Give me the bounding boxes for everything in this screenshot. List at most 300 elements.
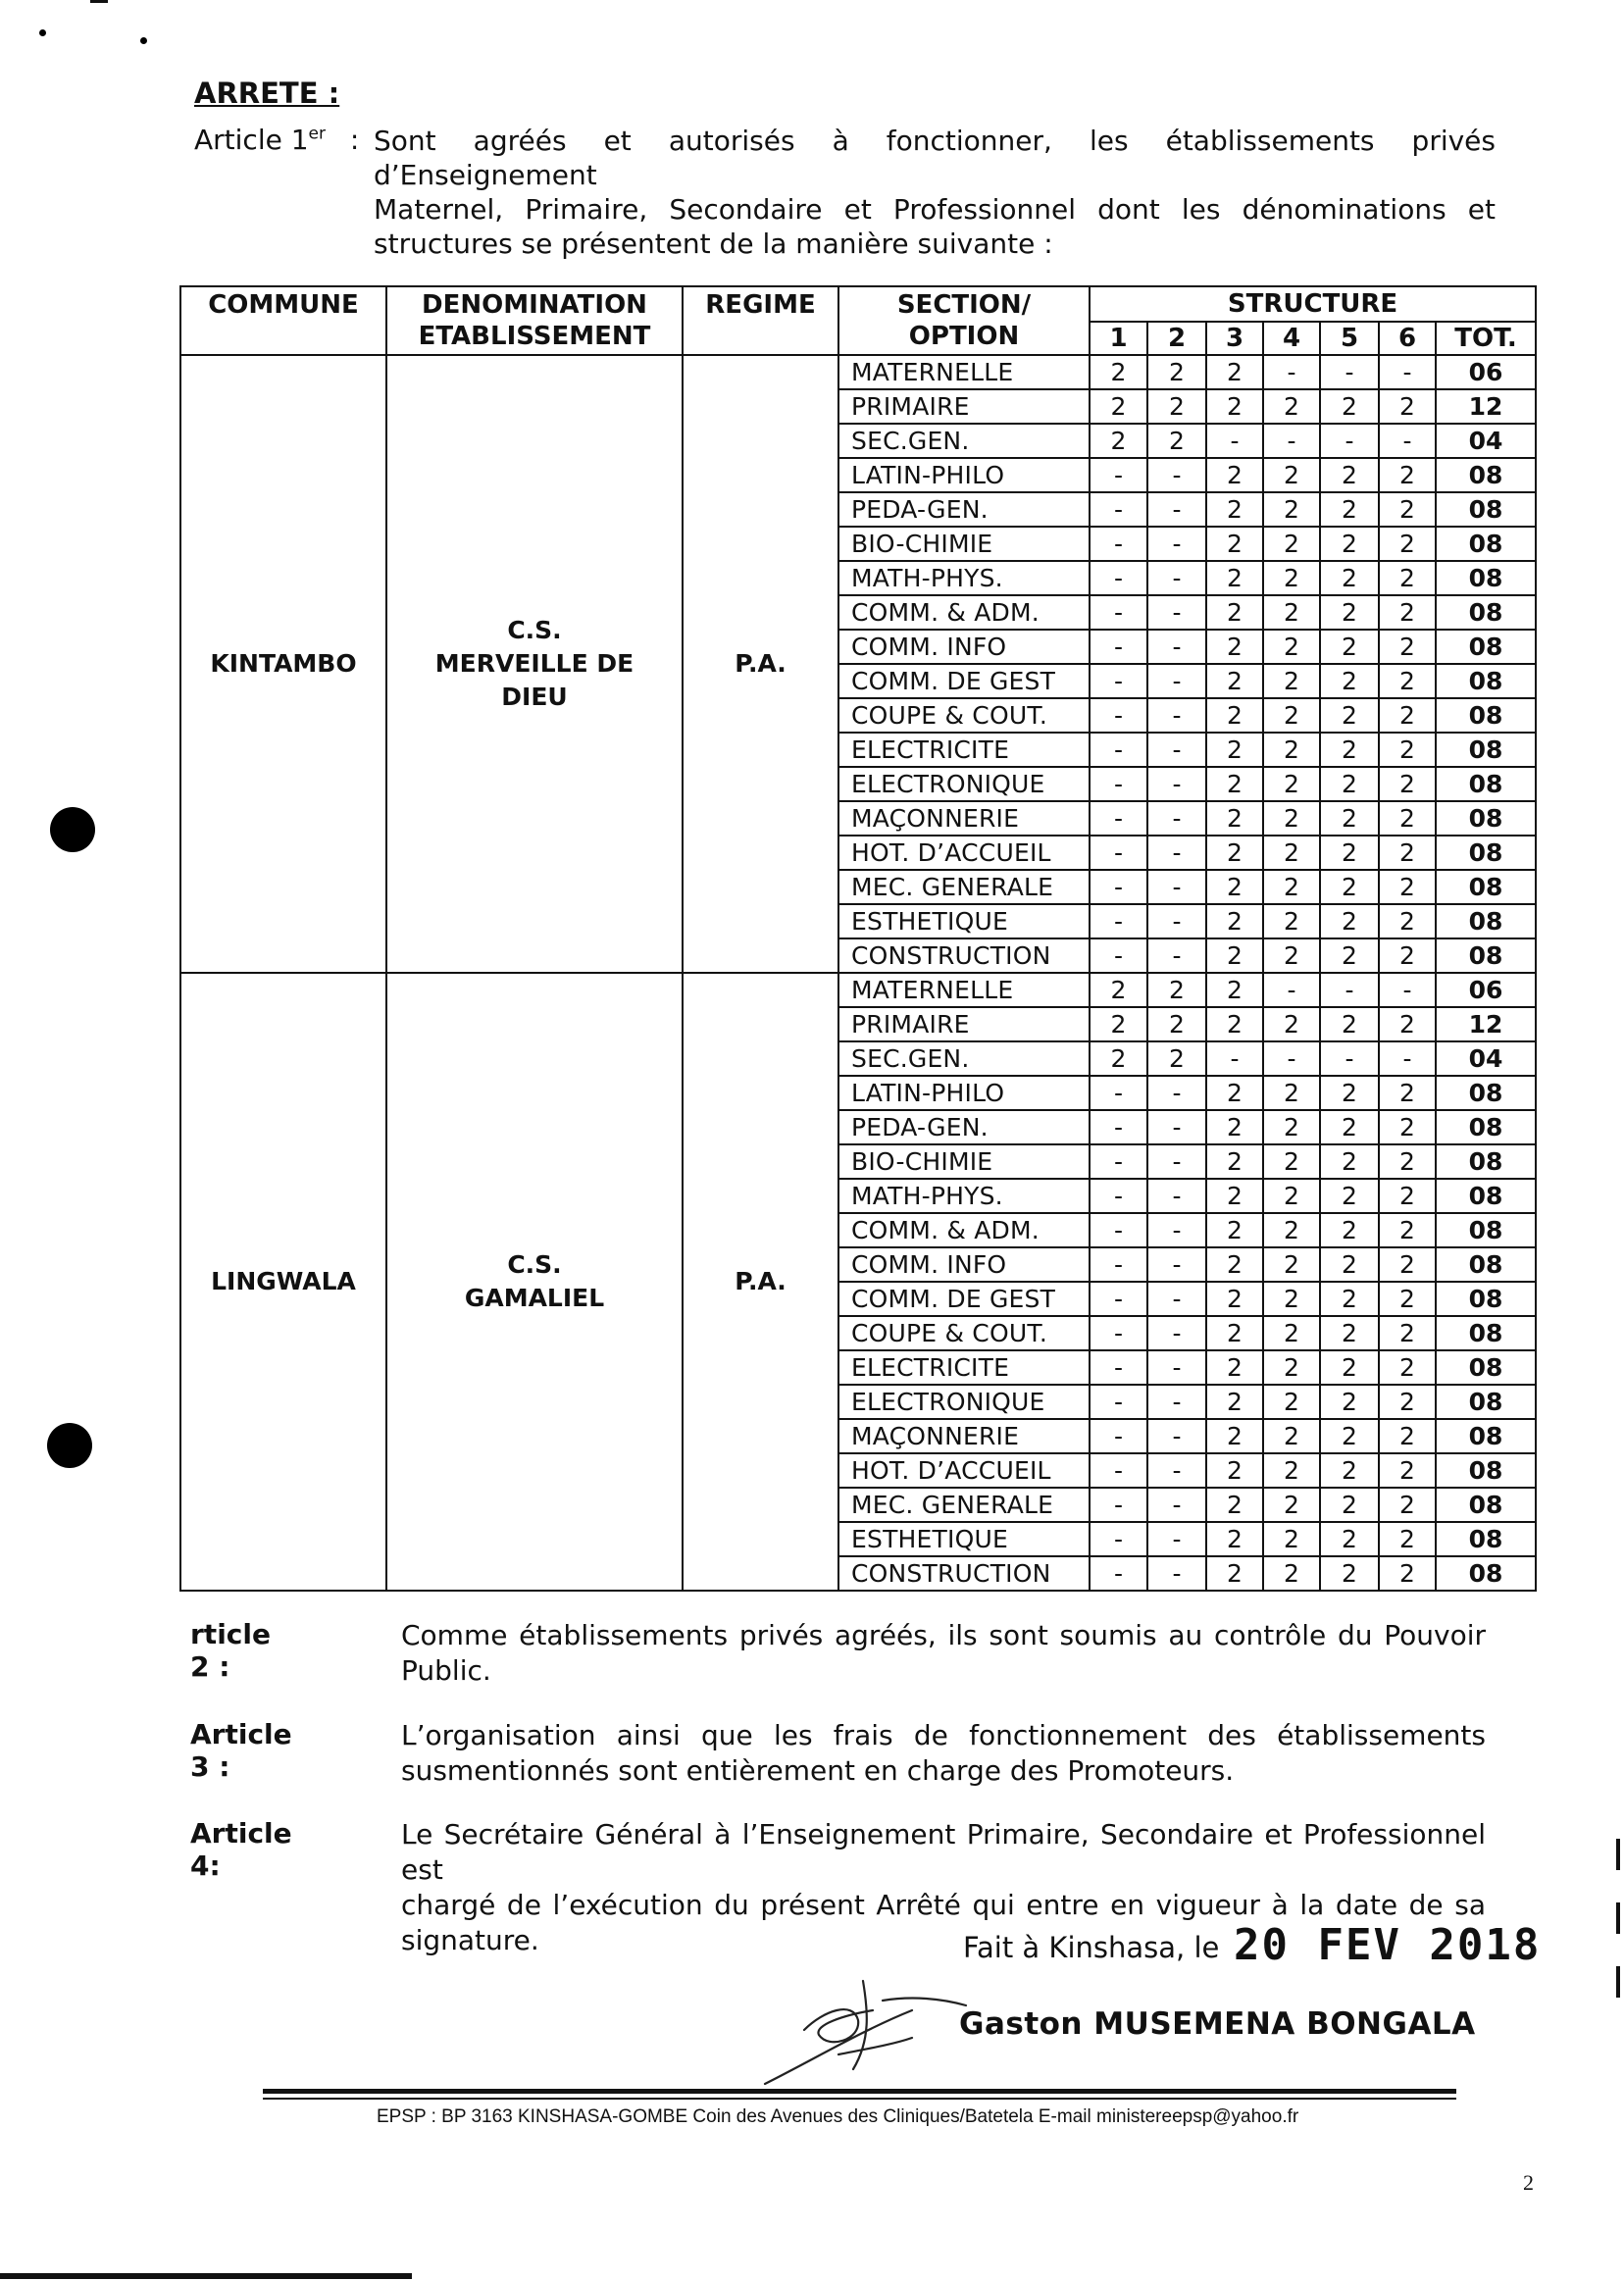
class-count-cell: -	[1147, 1282, 1206, 1316]
class-count-cell: 2	[1320, 1316, 1379, 1350]
class-count-cell: -	[1147, 492, 1206, 527]
article-4-line: chargé de l’exécution du présent Arrêté qui entre en vigueur à la date de sa	[401, 1889, 1486, 1921]
class-count-cell: -	[1147, 1179, 1206, 1213]
class-count-cell: 2	[1206, 1522, 1263, 1556]
class-count-cell: -	[1090, 1144, 1147, 1179]
option-cell: PEDA-GEN.	[838, 1110, 1090, 1144]
article-1-colon: :	[349, 124, 360, 156]
class-count-cell: 2	[1320, 1385, 1379, 1419]
class-count-cell: 2	[1379, 1350, 1436, 1385]
option-cell: MAÇONNERIE	[838, 1419, 1090, 1453]
class-count-cell: 2	[1263, 389, 1320, 424]
option-cell: ESTHETIQUE	[838, 904, 1090, 938]
total-cell: 08	[1436, 801, 1536, 836]
total-cell: 04	[1436, 1041, 1536, 1076]
table-row	[180, 355, 1536, 389]
class-count-cell: -	[1090, 767, 1147, 801]
option-cell: COMM. DE GEST	[838, 1282, 1090, 1316]
total-cell: 08	[1436, 870, 1536, 904]
total-cell: 08	[1436, 733, 1536, 767]
article-3-label: Article 3 :	[190, 1718, 292, 1783]
class-count-cell: -	[1090, 1076, 1147, 1110]
total-cell: 08	[1436, 904, 1536, 938]
class-count-cell: -	[1206, 1041, 1263, 1076]
option-cell: HOT. D’ACCUEIL	[838, 836, 1090, 870]
class-count-cell: 2	[1147, 355, 1206, 389]
option-cell: BIO-CHIMIE	[838, 527, 1090, 561]
total-cell: 06	[1436, 973, 1536, 1007]
option-cell: BIO-CHIMIE	[838, 1144, 1090, 1179]
class-count-cell: 2	[1379, 630, 1436, 664]
class-count-cell: -	[1147, 1522, 1206, 1556]
denomination-line: C.S.	[507, 1250, 562, 1279]
class-count-cell: -	[1090, 1453, 1147, 1488]
option-cell: LATIN-PHILO	[838, 458, 1090, 492]
place-of-signature: Fait à Kinshasa, le	[963, 1931, 1220, 1964]
class-count-cell: 2	[1263, 1076, 1320, 1110]
class-count-cell: 2	[1320, 458, 1379, 492]
option-cell: COMM. & ADM.	[838, 595, 1090, 630]
class-count-cell: 2	[1263, 1350, 1320, 1385]
class-count-cell: -	[1147, 1110, 1206, 1144]
total-cell: 08	[1436, 1213, 1536, 1247]
denomination-line: GAMALIEL	[464, 1284, 605, 1312]
scan-mark	[1616, 1839, 1620, 1870]
class-count-cell: 2	[1320, 1350, 1379, 1385]
option-cell: SEC.GEN.	[838, 424, 1090, 458]
class-count-cell: 2	[1379, 1522, 1436, 1556]
class-count-cell: 2	[1320, 1076, 1379, 1110]
class-count-cell: 2	[1206, 595, 1263, 630]
total-cell: 06	[1436, 355, 1536, 389]
option-cell: MATH-PHYS.	[838, 1179, 1090, 1213]
class-count-cell: 2	[1206, 664, 1263, 698]
class-count-cell: 2	[1206, 458, 1263, 492]
article-3-text	[401, 1718, 1486, 1789]
class-count-cell: 2	[1263, 938, 1320, 973]
option-cell: SEC.GEN.	[838, 1041, 1090, 1076]
scan-mark	[1616, 1902, 1620, 1934]
class-count-cell: 2	[1206, 1385, 1263, 1419]
class-count-cell: 2	[1379, 938, 1436, 973]
class-count-cell: 2	[1379, 1110, 1436, 1144]
scan-mark	[0, 2273, 412, 2279]
class-count-cell: 2	[1320, 1179, 1379, 1213]
class-count-cell: 2	[1379, 1007, 1436, 1041]
total-cell: 08	[1436, 1316, 1536, 1350]
decree-heading: ARRETE :	[194, 76, 340, 110]
class-count-cell: -	[1147, 1213, 1206, 1247]
class-count-cell: 2	[1320, 1556, 1379, 1591]
total-cell: 08	[1436, 458, 1536, 492]
class-count-cell: -	[1090, 698, 1147, 733]
total-cell: 08	[1436, 1419, 1536, 1453]
header-denomination-line1: DENOMINATION	[422, 290, 647, 320]
total-cell: 08	[1436, 1247, 1536, 1282]
article-1-line: Maternel, Primaire, Secondaire et Professionnel dont les dénominations et	[374, 193, 1496, 226]
class-count-cell: -	[1147, 698, 1206, 733]
class-count-cell: 2	[1263, 1247, 1320, 1282]
class-count-cell: -	[1147, 801, 1206, 836]
class-count-cell: 2	[1320, 1213, 1379, 1247]
total-cell: 08	[1436, 664, 1536, 698]
class-count-cell: 2	[1320, 1522, 1379, 1556]
class-count-cell: 2	[1263, 870, 1320, 904]
class-count-cell: -	[1263, 1041, 1320, 1076]
total-cell: 08	[1436, 1350, 1536, 1385]
article-1-line: structures se présentent de la manière suivante :	[374, 228, 1053, 260]
class-count-cell: -	[1090, 492, 1147, 527]
table-row	[180, 973, 1536, 1007]
class-count-cell: 2	[1263, 1179, 1320, 1213]
article-4-label: Article 4:	[190, 1817, 292, 1882]
class-count-cell: 2	[1206, 1419, 1263, 1453]
class-count-cell: 2	[1320, 630, 1379, 664]
class-count-cell: -	[1090, 1247, 1147, 1282]
class-count-cell: 2	[1263, 1556, 1320, 1591]
class-count-cell: -	[1147, 938, 1206, 973]
class-count-cell: -	[1147, 630, 1206, 664]
class-count-cell: 2	[1206, 492, 1263, 527]
class-count-cell: 2	[1320, 664, 1379, 698]
class-count-cell: -	[1090, 1350, 1147, 1385]
signature-scribble	[745, 1961, 981, 2099]
denomination-cell	[386, 355, 683, 973]
option-cell: HOT. D’ACCUEIL	[838, 1453, 1090, 1488]
option-cell: MATERNELLE	[838, 973, 1090, 1007]
total-cell: 08	[1436, 1522, 1536, 1556]
option-cell: ELECTRONIQUE	[838, 1385, 1090, 1419]
punch-hole	[47, 1423, 92, 1468]
class-count-cell: 2	[1206, 767, 1263, 801]
class-count-cell: -	[1090, 664, 1147, 698]
class-count-cell: 2	[1320, 1419, 1379, 1453]
header-denomination-line2: ETABLISSEMENT	[418, 322, 651, 351]
class-count-cell: 2	[1263, 595, 1320, 630]
class-count-cell: 2	[1320, 561, 1379, 595]
class-count-cell: 2	[1206, 527, 1263, 561]
class-count-cell: 2	[1379, 1282, 1436, 1316]
class-count-cell: -	[1147, 1316, 1206, 1350]
class-count-cell: 2	[1263, 1522, 1320, 1556]
class-count-cell: 2	[1320, 1282, 1379, 1316]
option-cell: COMM. INFO	[838, 630, 1090, 664]
option-cell: COMM. INFO	[838, 1247, 1090, 1282]
class-count-cell: -	[1263, 424, 1320, 458]
class-count-cell: 2	[1379, 767, 1436, 801]
class-count-cell: -	[1147, 1556, 1206, 1591]
class-count-cell: 2	[1090, 1041, 1147, 1076]
class-count-cell: -	[1090, 870, 1147, 904]
class-count-cell: 2	[1320, 733, 1379, 767]
denomination-line: MERVEILLE DE	[434, 649, 634, 678]
structure-table	[179, 285, 1537, 1592]
class-count-cell: 2	[1263, 733, 1320, 767]
total-cell: 08	[1436, 767, 1536, 801]
total-cell: 08	[1436, 1179, 1536, 1213]
total-cell: 12	[1436, 389, 1536, 424]
class-count-cell: 2	[1379, 1316, 1436, 1350]
total-cell: 08	[1436, 561, 1536, 595]
total-cell: 08	[1436, 492, 1536, 527]
class-count-cell: 2	[1090, 355, 1147, 389]
table-body	[180, 355, 1536, 1591]
class-count-cell: 2	[1320, 1007, 1379, 1041]
class-count-cell: -	[1263, 973, 1320, 1007]
class-count-cell: 2	[1320, 492, 1379, 527]
article-2-label: rticle 2 :	[190, 1618, 271, 1683]
class-count-cell: 2	[1206, 1316, 1263, 1350]
class-count-cell: -	[1090, 1282, 1147, 1316]
article-4-line: signature.	[401, 1924, 539, 1956]
option-cell: PEDA-GEN.	[838, 492, 1090, 527]
class-count-cell: -	[1090, 630, 1147, 664]
class-count-cell: 2	[1379, 1179, 1436, 1213]
option-cell: PRIMAIRE	[838, 1007, 1090, 1041]
class-count-cell: 2	[1263, 664, 1320, 698]
total-cell: 04	[1436, 424, 1536, 458]
option-cell: CONSTRUCTION	[838, 1556, 1090, 1591]
class-count-cell: 2	[1206, 1179, 1263, 1213]
class-count-cell: 2	[1263, 492, 1320, 527]
class-count-cell: 2	[1379, 1247, 1436, 1282]
class-count-cell: 2	[1206, 561, 1263, 595]
class-count-cell: 2	[1263, 561, 1320, 595]
total-cell: 08	[1436, 527, 1536, 561]
class-count-cell: -	[1320, 1041, 1379, 1076]
total-cell: 08	[1436, 836, 1536, 870]
class-count-cell: 2	[1147, 424, 1206, 458]
header-denomination	[386, 286, 683, 355]
class-count-cell: 2	[1206, 973, 1263, 1007]
header-col-5: 5	[1320, 322, 1379, 355]
class-count-cell: 2	[1320, 836, 1379, 870]
header-col-2: 2	[1147, 322, 1206, 355]
class-count-cell: 2	[1320, 1144, 1379, 1179]
class-count-cell: 2	[1379, 1488, 1436, 1522]
class-count-cell: -	[1320, 973, 1379, 1007]
class-count-cell: 2	[1320, 527, 1379, 561]
class-count-cell: -	[1147, 1350, 1206, 1385]
article-1-label	[194, 124, 359, 156]
scan-dot	[140, 37, 147, 44]
class-count-cell: -	[1090, 595, 1147, 630]
class-count-cell: 2	[1147, 1041, 1206, 1076]
class-count-cell: 2	[1263, 527, 1320, 561]
class-count-cell: 2	[1090, 973, 1147, 1007]
class-count-cell: 2	[1090, 389, 1147, 424]
option-cell: MATERNELLE	[838, 355, 1090, 389]
class-count-cell: 2	[1147, 389, 1206, 424]
class-count-cell: 2	[1379, 1213, 1436, 1247]
class-count-cell: -	[1090, 561, 1147, 595]
class-count-cell: -	[1090, 836, 1147, 870]
total-cell: 08	[1436, 1453, 1536, 1488]
class-count-cell: -	[1090, 733, 1147, 767]
class-count-cell: 2	[1379, 664, 1436, 698]
total-cell: 08	[1436, 1488, 1536, 1522]
article-2-line: Public.	[401, 1654, 491, 1687]
total-cell: 12	[1436, 1007, 1536, 1041]
class-count-cell: -	[1090, 801, 1147, 836]
article-3-line: L’organisation ainsi que les frais de fonctionnement des établissements	[401, 1719, 1486, 1751]
date-stamp: 20 FEV 2018	[1234, 1920, 1542, 1970]
class-count-cell: 2	[1320, 938, 1379, 973]
class-count-cell: 2	[1320, 1453, 1379, 1488]
class-count-cell: 2	[1379, 1385, 1436, 1419]
class-count-cell: -	[1090, 904, 1147, 938]
class-count-cell: 2	[1090, 1007, 1147, 1041]
class-count-cell: 2	[1379, 870, 1436, 904]
class-count-cell: 2	[1263, 630, 1320, 664]
article-4-line: Le Secrétaire Général à l’Enseignement Primaire, Secondaire et Professionnel est	[401, 1818, 1486, 1886]
class-count-cell: -	[1147, 1488, 1206, 1522]
class-count-cell: 2	[1379, 733, 1436, 767]
class-count-cell: -	[1147, 904, 1206, 938]
class-count-cell: -	[1147, 527, 1206, 561]
option-cell: MEC. GENERALE	[838, 870, 1090, 904]
option-cell: COMM. & ADM.	[838, 1213, 1090, 1247]
footer-rule	[263, 2089, 1456, 2094]
header-col-3: 3	[1206, 322, 1263, 355]
class-count-cell: -	[1147, 561, 1206, 595]
class-count-cell: 2	[1379, 1419, 1436, 1453]
class-count-cell: 2	[1263, 904, 1320, 938]
signer-name: Gaston MUSEMENA BONGALA	[959, 2006, 1476, 2042]
class-count-cell: 2	[1320, 389, 1379, 424]
option-cell: PRIMAIRE	[838, 389, 1090, 424]
class-count-cell: 2	[1379, 458, 1436, 492]
class-count-cell: -	[1147, 1453, 1206, 1488]
class-count-cell: -	[1147, 836, 1206, 870]
class-count-cell: 2	[1206, 389, 1263, 424]
class-count-cell: 2	[1263, 1488, 1320, 1522]
class-count-cell: 2	[1206, 836, 1263, 870]
commune-cell: LINGWALA	[180, 973, 386, 1591]
class-count-cell: 2	[1320, 1247, 1379, 1282]
header-section-line1: SECTION/	[896, 290, 1032, 320]
class-count-cell: -	[1090, 1179, 1147, 1213]
total-cell: 08	[1436, 938, 1536, 973]
class-count-cell: 2	[1320, 904, 1379, 938]
class-count-cell: 2	[1379, 836, 1436, 870]
class-count-cell: -	[1090, 527, 1147, 561]
class-count-cell: 2	[1320, 1110, 1379, 1144]
class-count-cell: 2	[1263, 1316, 1320, 1350]
class-count-cell: 2	[1379, 1556, 1436, 1591]
option-cell: CONSTRUCTION	[838, 938, 1090, 973]
option-cell: COUPE & COUT.	[838, 1316, 1090, 1350]
class-count-cell: -	[1090, 1419, 1147, 1453]
class-count-cell: -	[1147, 595, 1206, 630]
denomination-line: C.S.	[507, 616, 562, 644]
header-col-1: 1	[1090, 322, 1147, 355]
class-count-cell: 2	[1206, 1076, 1263, 1110]
punch-hole	[50, 807, 95, 852]
header-structure: STRUCTURE	[1090, 286, 1536, 322]
article-2-text	[401, 1618, 1486, 1689]
class-count-cell: 2	[1379, 801, 1436, 836]
class-count-cell: -	[1147, 1385, 1206, 1419]
class-count-cell: 2	[1320, 767, 1379, 801]
class-count-cell: 2	[1379, 1144, 1436, 1179]
class-count-cell: -	[1090, 1213, 1147, 1247]
class-count-cell: 2	[1379, 1076, 1436, 1110]
class-count-cell: 2	[1263, 698, 1320, 733]
class-count-cell: 2	[1147, 1007, 1206, 1041]
class-count-cell: 2	[1206, 1282, 1263, 1316]
class-count-cell: -	[1147, 458, 1206, 492]
class-count-cell: 2	[1379, 492, 1436, 527]
class-count-cell: 2	[1320, 595, 1379, 630]
scan-dot	[39, 29, 46, 36]
class-count-cell: 2	[1263, 1282, 1320, 1316]
footer-rule-thin	[263, 2098, 1456, 2100]
class-count-cell: 2	[1379, 698, 1436, 733]
class-count-cell: 2	[1263, 767, 1320, 801]
article-1-label-sup: er	[308, 124, 326, 144]
class-count-cell: 2	[1206, 630, 1263, 664]
option-cell: LATIN-PHILO	[838, 1076, 1090, 1110]
total-cell: 08	[1436, 1556, 1536, 1591]
class-count-cell: -	[1379, 424, 1436, 458]
class-count-cell: 2	[1320, 698, 1379, 733]
class-count-cell: 2	[1206, 870, 1263, 904]
class-count-cell: 2	[1206, 801, 1263, 836]
scan-mark	[1616, 1966, 1620, 1998]
total-cell: 08	[1436, 1144, 1536, 1179]
class-count-cell: 2	[1206, 1007, 1263, 1041]
class-count-cell: -	[1090, 1522, 1147, 1556]
class-count-cell: -	[1090, 1110, 1147, 1144]
class-count-cell: -	[1320, 424, 1379, 458]
class-count-cell: 2	[1206, 1556, 1263, 1591]
option-cell: COUPE & COUT.	[838, 698, 1090, 733]
class-count-cell: -	[1147, 1076, 1206, 1110]
class-count-cell: 2	[1206, 904, 1263, 938]
class-count-cell: 2	[1263, 801, 1320, 836]
class-count-cell: -	[1090, 1488, 1147, 1522]
option-cell: ELECTRICITE	[838, 733, 1090, 767]
article-1-label-text: Article 1	[194, 124, 309, 156]
regime-cell: P.A.	[683, 973, 838, 1591]
class-count-cell: -	[1320, 355, 1379, 389]
class-count-cell: -	[1379, 973, 1436, 1007]
option-cell: MATH-PHYS.	[838, 561, 1090, 595]
total-cell: 08	[1436, 1385, 1536, 1419]
option-cell: ELECTRICITE	[838, 1350, 1090, 1385]
page-number: 2	[1523, 2170, 1534, 2195]
class-count-cell: 2	[1379, 904, 1436, 938]
class-count-cell: 2	[1206, 1110, 1263, 1144]
class-count-cell: 2	[1263, 1385, 1320, 1419]
denomination-line: DIEU	[501, 683, 568, 711]
class-count-cell: -	[1090, 1316, 1147, 1350]
class-count-cell: -	[1147, 733, 1206, 767]
option-cell: ESTHETIQUE	[838, 1522, 1090, 1556]
class-count-cell: 2	[1320, 801, 1379, 836]
class-count-cell: -	[1090, 938, 1147, 973]
class-count-cell: 2	[1379, 527, 1436, 561]
option-cell: MAÇONNERIE	[838, 801, 1090, 836]
header-section	[838, 286, 1090, 355]
option-cell: COMM. DE GEST	[838, 664, 1090, 698]
class-count-cell: -	[1206, 424, 1263, 458]
class-count-cell: 2	[1263, 1007, 1320, 1041]
article-3-line: susmentionnés sont entièrement en charge des Promoteurs.	[401, 1754, 1235, 1787]
class-count-cell: -	[1147, 1419, 1206, 1453]
class-count-cell: 2	[1379, 389, 1436, 424]
